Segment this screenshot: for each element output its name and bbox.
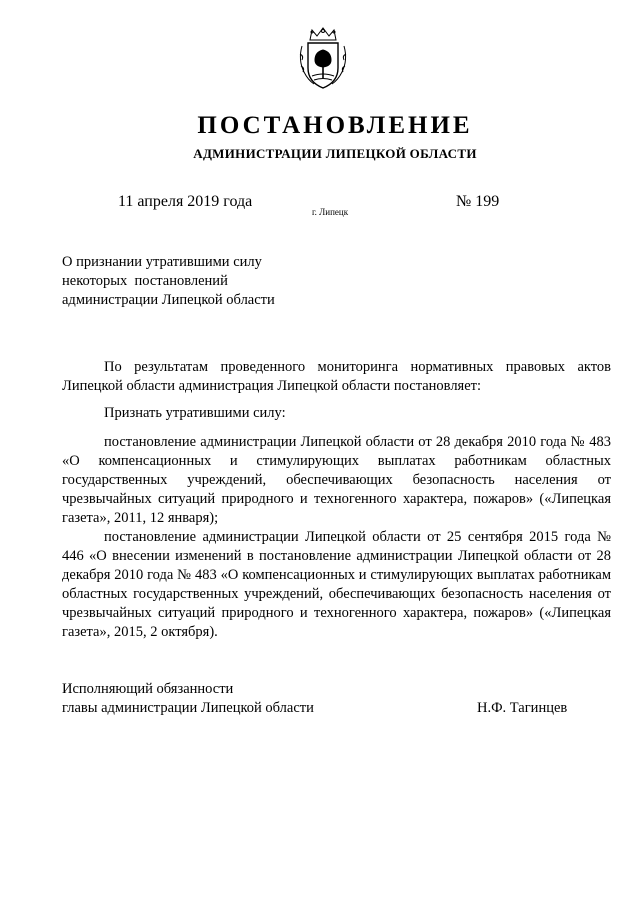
position-line: главы администрации Липецкой области: [62, 700, 314, 716]
document-subject: [62, 253, 275, 310]
subject-line: О признании утратившими силу: [62, 254, 262, 270]
position-line: Исполняющий обязанности: [62, 681, 234, 697]
body-paragraph: По результатам проведенного мониторинга нормативных правовых актов Липецкой области администрация Липецкой области постановляет:: [62, 359, 611, 394]
issuing-authority: АДМИНИСТРАЦИИ ЛИПЕЦКОЙ ОБЛАСТИ: [193, 146, 477, 161]
document-title: ПОСТАНОВЛЕНИЕ: [197, 112, 473, 139]
lipetsk-region-coat-of-arms-icon: [296, 26, 350, 92]
body-paragraph: постановление администрации Липецкой области от 28 декабря 2010 года № 483 «О компенсационных и стимулирующих выплатах работникам областных государственных учреждений, обеспечивающих безопасность населения от чрезвычайных ситуаций природного и техногенного характера, пожаров» («Липецкая газета», 2011, 12 января);: [62, 434, 611, 526]
document-city: г. Липецк: [312, 207, 349, 217]
subject-line: некоторых постановлений: [62, 273, 228, 289]
signatory-name: Н.Ф. Тагинцев: [477, 700, 568, 716]
document-body: [62, 358, 611, 642]
signatory-position: [62, 680, 314, 718]
body-paragraph: Признать утратившими силу:: [104, 405, 286, 421]
subject-line: администрации Липецкой области: [62, 292, 275, 308]
document-date: 11 апреля 2019 года: [118, 193, 253, 210]
body-paragraph: постановление администрации Липецкой области от 25 сентября 2015 года № 446 «О внесении изменений в постановление администрации Липецкой области от 28 декабря 2010 года № 483 «О компенсационных и стимулирующих выплатах работникам областных государственных учреждений, обеспечивающих безопасность населения от чрезвычайных ситуаций природного и техногенного характера, пожаров» («Липецкая газета», 2015, 2 октября).: [62, 529, 611, 640]
document-number: № 199: [456, 193, 500, 210]
